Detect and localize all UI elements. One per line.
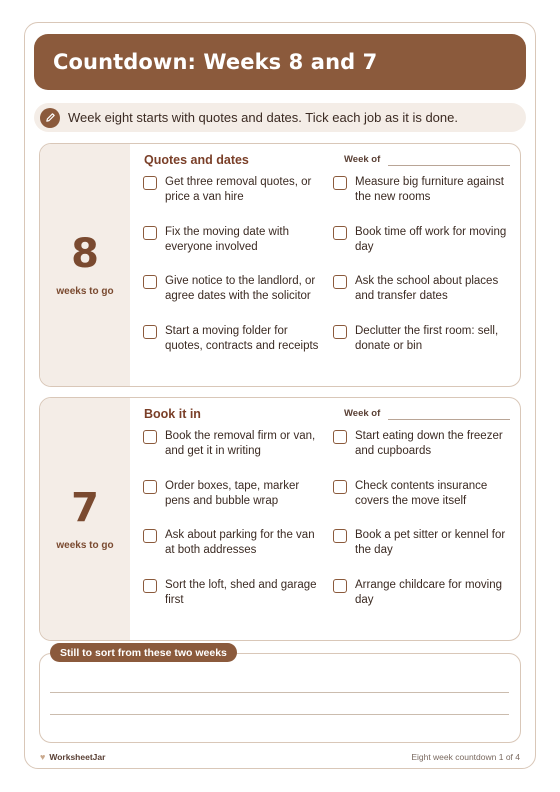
task-item — [143, 528, 323, 557]
notes-label: Still to sort from these two weeks — [50, 643, 237, 662]
heart-icon: ♥ — [40, 752, 46, 762]
task-item — [333, 479, 513, 508]
task-checkbox[interactable] — [333, 176, 347, 190]
task-label: Give notice to the landlord, or agree dates with the solicitor — [165, 275, 316, 302]
task-label: Ask the school about places and transfer dates — [355, 275, 499, 302]
notes-box[interactable] — [39, 653, 521, 743]
task-checkbox[interactable] — [143, 430, 157, 444]
week-number: 7 — [71, 484, 99, 531]
task-checkbox[interactable] — [333, 579, 347, 593]
weeks-to-go-label: weeks to go — [56, 539, 114, 551]
task-item — [333, 274, 513, 303]
footer-brand — [40, 752, 105, 762]
week-heading: Quotes and dates — [144, 153, 249, 167]
task-checkbox[interactable] — [143, 176, 157, 190]
task-checkbox[interactable] — [333, 529, 347, 543]
task-label: Order boxes, tape, marker pens and bubble wrap — [165, 480, 300, 507]
task-item — [143, 274, 323, 303]
task-item — [143, 175, 323, 204]
task-label: Ask about parking for the van at both addresses — [165, 529, 315, 556]
task-checkbox[interactable] — [333, 275, 347, 289]
week-side-panel — [40, 398, 130, 640]
week-number: 8 — [71, 230, 99, 277]
week-of-field[interactable] — [388, 419, 510, 420]
brand-name: WorksheetJar — [49, 752, 106, 762]
task-checkbox[interactable] — [143, 529, 157, 543]
week-heading: Book it in — [144, 407, 201, 421]
instruction-bar — [34, 103, 526, 132]
task-checkbox[interactable] — [143, 226, 157, 240]
task-item — [333, 175, 513, 204]
task-label: Sort the loft, shed and garage first — [165, 579, 317, 606]
task-label: Check contents insurance covers the move itself — [355, 480, 488, 507]
task-checkbox[interactable] — [333, 480, 347, 494]
note-line — [50, 714, 509, 715]
week-card-7 — [39, 397, 521, 641]
task-item — [333, 324, 513, 353]
task-item — [143, 479, 323, 508]
page-title: Countdown: Weeks 8 and 7 — [53, 50, 378, 74]
task-label: Arrange childcare for moving day — [355, 579, 503, 606]
week-side-panel — [40, 144, 130, 386]
task-label: Measure big furniture against the new rooms — [355, 176, 504, 203]
task-checkbox[interactable] — [333, 325, 347, 339]
task-label: Declutter the first room: sell, donate or bin — [355, 325, 499, 352]
note-line — [50, 692, 509, 693]
task-item — [143, 225, 323, 254]
page-indicator: Eight week countdown 1 of 4 — [411, 752, 520, 762]
task-checkbox[interactable] — [333, 430, 347, 444]
task-checkbox[interactable] — [333, 226, 347, 240]
task-label: Book a pet sitter or kennel for the day — [355, 529, 506, 556]
instruction-text: Week eight starts with quotes and dates. Tick each job as it is done. — [68, 110, 458, 125]
title-bar — [34, 34, 526, 90]
task-label: Book time off work for moving day — [355, 226, 507, 253]
week-of-label: Week of — [344, 408, 381, 419]
task-item — [143, 578, 323, 607]
task-checkbox[interactable] — [143, 579, 157, 593]
task-checkbox[interactable] — [143, 480, 157, 494]
week-of-label: Week of — [344, 154, 381, 165]
week-of-field[interactable] — [388, 165, 510, 166]
task-label: Fix the moving date with everyone involved — [165, 226, 290, 253]
task-item — [333, 225, 513, 254]
week-card-8 — [39, 143, 521, 387]
task-label: Get three removal quotes, or price a van hire — [165, 176, 312, 203]
pencil-icon — [40, 108, 60, 128]
task-label: Start a moving folder for quotes, contracts and receipts — [165, 325, 319, 352]
task-item — [143, 324, 323, 353]
weeks-to-go-label: weeks to go — [56, 285, 114, 297]
task-item — [333, 528, 513, 557]
task-item — [333, 578, 513, 607]
task-item — [143, 429, 323, 458]
task-item — [333, 429, 513, 458]
task-label: Start eating down the freezer and cupboards — [355, 430, 503, 457]
task-checkbox[interactable] — [143, 275, 157, 289]
task-label: Book the removal firm or van, and get it in writing — [165, 430, 316, 457]
task-checkbox[interactable] — [143, 325, 157, 339]
